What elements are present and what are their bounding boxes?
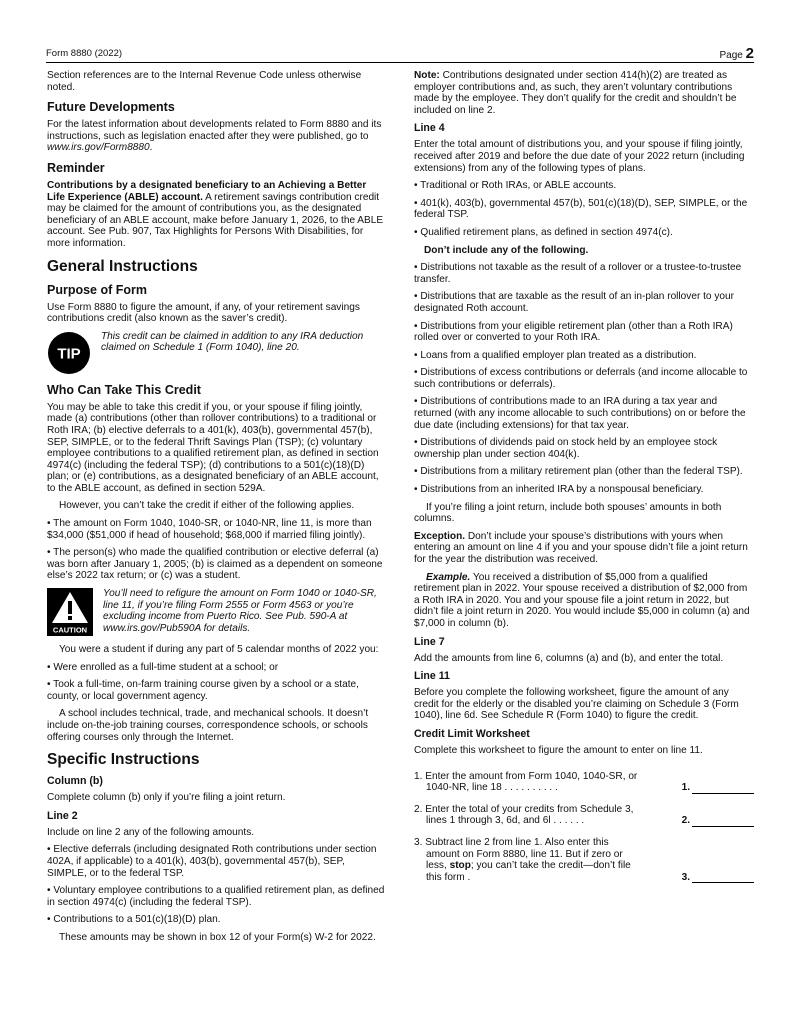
page-indicator	[720, 45, 754, 62]
bullet-enrolled: • Were enrolled as a full-time student at a school; or	[47, 661, 279, 673]
line11-heading: Line 11	[414, 670, 450, 683]
future-developments-heading: Future Developments	[47, 100, 175, 115]
worksheet-line-2-number: 2.	[681, 815, 690, 827]
exclusion-excess: • Distributions of excess contributions or deferrals (and income allocable to such contributions or deferrals).	[414, 367, 748, 390]
worksheet-line-3-text: 3. Subtract line 2 from line 1. Also enter this amount on Form 8880, line 11. But if zero or less, stop; you can’t take the credit—don’t file this form .	[414, 836, 631, 883]
exclusion-inplan: • Distributions that are taxable as the result of an in-plan rollover to your designated Roth account.	[414, 291, 734, 314]
bullet-qualified: • Qualified retirement plans, as defined in section 4974(c).	[414, 226, 673, 238]
student-text: You were a student if during any part of 5 calendar months of 2022 you:	[59, 644, 379, 656]
form-reference: Form 8880 (2022)	[46, 48, 123, 59]
worksheet-intro: Complete this worksheet to figure the amount to enter on line 11.	[414, 744, 703, 756]
column-b-heading: Column (b)	[47, 775, 103, 788]
caution-text: You’ll need to refigure the amount on Form 1040 or 1040-SR, line 11, if you’re filing Form 2555 or Form 4563 or you’re excluding income from Puerto Rico. See Pub. 590-A at www.irs.gov/Pub590A for details.	[103, 588, 377, 634]
general-instructions-heading: General Instructions	[47, 257, 198, 275]
bullet-501: • Contributions to a 501(c)(18)(D) plan.	[47, 914, 221, 926]
dont-include-heading: Don’t include any of the following.	[424, 244, 589, 256]
worksheet-line-2-entry[interactable]	[692, 816, 754, 827]
line7-text: Add the amounts from line 6, columns (a) and (b), and enter the total.	[414, 652, 724, 664]
line2-text: Include on line 2 any of the following amounts.	[47, 826, 255, 838]
svg-text:TIP: TIP	[57, 345, 81, 363]
page-label: Page	[719, 50, 743, 61]
worksheet-line-1-text: 1. Enter the amount from Form 1040, 1040-SR, or 1040-NR, line 18 . . . . . . . . . .	[414, 770, 638, 794]
exclusion-loans: • Loans from a qualified employer plan treated as a distribution.	[414, 349, 697, 361]
bullet-farm: • Took a full-time, on-farm training course given by a school or a state, county, or local government agency.	[47, 679, 359, 702]
future-developments-text: For the latest information about developments related to Form 8880 and its instructions, such as legislation enacted after they were published, go to www.irs.gov/Form8880.	[47, 119, 382, 154]
exclusion-rollover: • Distributions not taxable as the result of a rollover or a trustee-to-trustee transfer.	[414, 262, 742, 285]
purpose-heading: Purpose of Form	[47, 282, 148, 297]
line7-heading: Line 7	[414, 635, 445, 648]
exclusion-military: • Distributions from a military retirement plan (other than the federal TSP).	[414, 466, 743, 478]
however-text: However, you can’t take the credit if either of the following applies.	[59, 500, 355, 512]
worksheet-line-2	[414, 804, 754, 827]
exclusion-dividends: • Distributions of dividends paid on stock held by an employee stock ownership plan under section 404(k).	[414, 437, 718, 460]
note-text: Note: Contributions designated under section 414(h)(2) are treated as employer contributions and, as such, they aren’t voluntary contributions made by the employee. They don’t qualify for the credit and shouldn’t be included on line 2.	[414, 70, 737, 116]
column-b-text: Complete column (b) only if you’re filing a joint return.	[47, 792, 286, 804]
worksheet-line-1-entry[interactable]	[692, 783, 754, 794]
caution-callout	[47, 588, 385, 636]
exclusion-ira-year: • Distributions of contributions made to an IRA during a tax year and returned (with any income allocable to such contributions) on or before the due date (including extensions) for that tax year.	[414, 396, 746, 431]
line4-heading: Line 4	[414, 122, 445, 135]
form8880-link[interactable]: www.irs.gov/Form8880	[47, 142, 150, 154]
tip-callout	[47, 331, 385, 375]
bullet-elective: • Elective deferrals (including designated Roth contributions under section 402A, if applicable) to a 401(k), 403(b), governmental 457(b), SEP, SIMPLE, or to the federal TSP.	[47, 844, 377, 879]
line2-heading: Line 2	[47, 809, 78, 822]
bullet-person: • The person(s) who made the qualified contribution or elective deferral (a) was born after January 1, 2005; (b) is claimed as a dependent on someone else’s 2022 tax return; or (c) was a student.	[47, 547, 383, 582]
line4-text: Enter the total amount of distributions you, and your spouse if filing jointly, received after 2019 and before the due date of your 2022 return (including extensions) from any of the following types of plans.	[414, 139, 745, 174]
caution-icon	[47, 588, 93, 636]
tip-icon	[47, 331, 91, 375]
exclusion-inherited: • Distributions from an inherited IRA by a nonspousal beneficiary.	[414, 484, 704, 496]
school-text: A school includes technical, trade, and mechanical schools. It doesn’t include on-the-job training courses, correspondence schools, or schools offering courses only through the Internet.	[47, 708, 369, 743]
left-column	[47, 70, 385, 950]
worksheet-line-1-number: 1.	[681, 782, 690, 794]
page-header	[46, 44, 754, 63]
specific-instructions-heading: Specific Instructions	[47, 751, 200, 769]
bullet-voluntary: • Voluntary employee contributions to a qualified retirement plan, as defined in section 4974(c) (including the federal TSP).	[47, 885, 385, 908]
exclusion-eligible: • Distributions from your eligible retirement plan (other than a Roth IRA) rolled over or converted to your Roth IRA.	[414, 320, 733, 344]
right-column	[414, 70, 754, 893]
who-can-take-text: You may be able to take this credit if you, or your spouse if filing jointly, made (a) contributions (other than rollover contributions) to a traditional or Roth IRA; (b) elective deferrals to a 401(k), 403(b), governmental 457(b), SEP, SIMPLE, or to the federal Thrift Savings Plan (TSP); (c) voluntary employee contributions to a qualified retirement plan, as defined in section 4974(c) (including the federal TSP); (d) contributions to a 501(c)(18)(D) plan; or (e) contributions, as a designated beneficiary of an ABLE account, to the ABLE account, as defined in section 529A.	[47, 401, 379, 494]
svg-text:CAUTION: CAUTION	[52, 625, 88, 635]
worksheet-line-2-text: 2. Enter the total of your credits from Schedule 3, lines 1 through 3, 6d, and 6l . . . . . .	[414, 803, 634, 827]
joint-return-text: If you’re filing a joint return, include both spouses’ amounts in both columns.	[414, 501, 722, 525]
example-text: Example. You received a distribution of $5,000 from a qualified retirement plan in 2022. Your spouse received a distribution of $2,000 from a Roth IRA in 2020. You and your spouse file a joint return in 2022, but didn’t file a joint return in 2020. You would include $5,000 in column (a) and $7,000 in column (b).	[414, 571, 750, 629]
purpose-text: Use Form 8880 to figure the amount, if any, of your retirement savings contributions credit (also known as the saver’s credit).	[47, 301, 360, 325]
intro-text: Section references are to the Internal Revenue Code unless otherwise noted.	[47, 70, 362, 93]
worksheet-line-3	[414, 837, 754, 883]
bullet-income: • The amount on Form 1040, 1040-SR, or 1040-NR, line 11, is more than $34,000 ($51,000 if head of household; $68,000 if married filing jointly).	[47, 518, 372, 541]
page-number: 2	[745, 45, 754, 62]
bullet-trad: • Traditional or Roth IRAs, or ABLE accounts.	[414, 180, 617, 192]
tip-text: This credit can be claimed in addition to any IRA deduction claimed on Schedule 1 (Form 1040), line 20.	[101, 330, 364, 354]
worksheet-line-3-entry[interactable]	[692, 872, 754, 883]
reminder-heading: Reminder	[47, 160, 105, 175]
bullet-401k: • 401(k), 403(b), governmental 457(b), 501(c)(18)(D), SEP, SIMPLE, or the federal TSP.	[414, 197, 748, 221]
worksheet-line-1	[414, 771, 754, 794]
w2-text: These amounts may be shown in box 12 of your Form(s) W-2 for 2022.	[59, 931, 376, 943]
line11-text: Before you complete the following worksheet, figure the amount of any credit for the elderly or the disabled you’re claiming on Schedule 3 (Form 1040), line 6d. See Schedule R (Form 1040) to figure the credit.	[414, 687, 739, 722]
exception-text: Exception. Don’t include your spouse’s distributions with yours when entering an amount on line 4 if you and your spouse didn’t file a joint return for the year the distribution was received.	[414, 530, 748, 565]
worksheet-line-3-number: 3.	[681, 871, 690, 883]
who-can-take-heading: Who Can Take This Credit	[47, 382, 201, 397]
reminder-text: Contributions by a designated beneficiary to an Achieving a Better Life Experience (ABLE) account. A retirement savings contribution credit may be claimed for the amount of contributions you, as the designated beneficiary of an ABLE account, make before January 1, 2026, to the ABLE account. See Pub. 907, Tax Highlights for Persons With Disabilities, for more information.	[47, 179, 384, 249]
worksheet-heading: Credit Limit Worksheet	[414, 727, 530, 740]
